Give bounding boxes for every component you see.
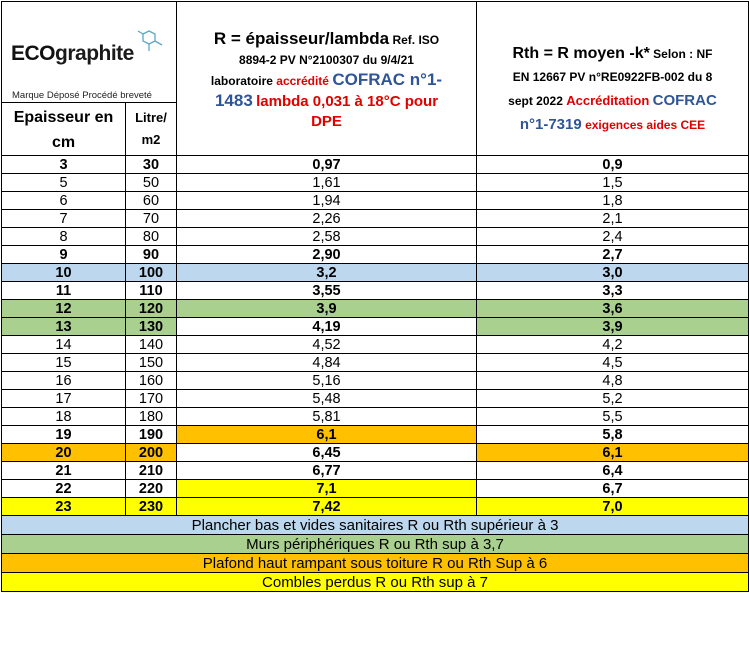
cell-ep: 11 — [2, 282, 126, 300]
cell-litre: 30 — [126, 156, 177, 174]
table-row — [2, 156, 749, 174]
cell-litre: 210 — [126, 462, 177, 480]
cell-r: 5,16 — [177, 372, 477, 390]
molecule-icon — [135, 30, 165, 54]
cell-rth: 3,9 — [477, 318, 749, 336]
legend-row — [2, 554, 749, 573]
cell-rth: 3,6 — [477, 300, 749, 318]
cell-rth: 2,1 — [477, 210, 749, 228]
cell-ep: 18 — [2, 408, 126, 426]
cell-litre: 60 — [126, 192, 177, 210]
logo-cell — [2, 2, 177, 103]
cell-rth: 5,8 — [477, 426, 749, 444]
cell-litre: 160 — [126, 372, 177, 390]
cell-litre: 220 — [126, 480, 177, 498]
cell-r: 6,45 — [177, 444, 477, 462]
ecographite-logo: ECOgraphite — [11, 42, 134, 65]
legend-row — [2, 535, 749, 554]
cell-ep: 5 — [2, 174, 126, 192]
table-row — [2, 444, 749, 462]
cell-ep: 6 — [2, 192, 126, 210]
cell-rth: 3,0 — [477, 264, 749, 282]
cell-r: 4,84 — [177, 354, 477, 372]
table-row — [2, 354, 749, 372]
cell-ep: 14 — [2, 336, 126, 354]
epaisseur-header: Epaisseur en cm — [2, 103, 126, 156]
table-row — [2, 462, 749, 480]
table-body — [2, 156, 749, 516]
legend-row — [2, 516, 749, 535]
cell-rth: 5,2 — [477, 390, 749, 408]
cell-rth: 6,4 — [477, 462, 749, 480]
cell-litre: 130 — [126, 318, 177, 336]
cell-litre: 150 — [126, 354, 177, 372]
cell-litre: 200 — [126, 444, 177, 462]
cell-rth: 2,7 — [477, 246, 749, 264]
cell-rth: 7,0 — [477, 498, 749, 516]
cell-litre: 50 — [126, 174, 177, 192]
cell-r: 3,2 — [177, 264, 477, 282]
table-row — [2, 300, 749, 318]
cell-litre: 180 — [126, 408, 177, 426]
table-row — [2, 498, 749, 516]
cell-rth: 0,9 — [477, 156, 749, 174]
cell-r: 6,1 — [177, 426, 477, 444]
table-row — [2, 246, 749, 264]
cell-ep: 16 — [2, 372, 126, 390]
rth-column-header: Rth = R moyen -k* Selon : NF EN 12667 PV n°RE0922FB-002 du 8 sept 2022 Accréditation COFRAC n°1-7319 exigences aides CEE — [477, 2, 749, 156]
cell-rth: 2,4 — [477, 228, 749, 246]
cell-litre: 80 — [126, 228, 177, 246]
cell-ep: 21 — [2, 462, 126, 480]
legend-item: Plafond haut rampant sous toiture R ou Rth Sup à 6 — [2, 554, 749, 573]
cell-r: 1,61 — [177, 174, 477, 192]
cell-rth: 5,5 — [477, 408, 749, 426]
cell-r: 4,52 — [177, 336, 477, 354]
cell-litre: 110 — [126, 282, 177, 300]
insulation-table — [1, 1, 749, 592]
cell-ep: 23 — [2, 498, 126, 516]
cell-r: 5,48 — [177, 390, 477, 408]
cell-r: 2,26 — [177, 210, 477, 228]
cell-litre: 140 — [126, 336, 177, 354]
cell-r: 7,42 — [177, 498, 477, 516]
cell-litre: 100 — [126, 264, 177, 282]
cell-litre: 230 — [126, 498, 177, 516]
legend-row — [2, 573, 749, 592]
table-row — [2, 174, 749, 192]
cell-r: 2,58 — [177, 228, 477, 246]
table-row — [2, 228, 749, 246]
cell-ep: 15 — [2, 354, 126, 372]
legend — [2, 516, 749, 592]
table-row — [2, 372, 749, 390]
cell-ep: 13 — [2, 318, 126, 336]
table-row — [2, 336, 749, 354]
table-row — [2, 192, 749, 210]
table-row — [2, 390, 749, 408]
table-row — [2, 480, 749, 498]
cell-rth: 4,8 — [477, 372, 749, 390]
logo-tagline: Marque Déposé Procédé breveté — [12, 90, 152, 101]
cell-litre: 170 — [126, 390, 177, 408]
legend-item: Murs périphériques R ou Rth sup à 3,7 — [2, 535, 749, 554]
cell-rth: 1,5 — [477, 174, 749, 192]
cell-rth: 1,8 — [477, 192, 749, 210]
table-row — [2, 264, 749, 282]
table-row — [2, 282, 749, 300]
cell-ep: 3 — [2, 156, 126, 174]
cell-r: 3,9 — [177, 300, 477, 318]
cell-litre: 120 — [126, 300, 177, 318]
litre-header: Litre/ m2 — [126, 103, 177, 156]
header-top-row — [2, 2, 749, 103]
table-row — [2, 426, 749, 444]
cell-r: 2,90 — [177, 246, 477, 264]
cell-ep: 17 — [2, 390, 126, 408]
cell-ep: 19 — [2, 426, 126, 444]
legend-item: Combles perdus R ou Rth sup à 7 — [2, 573, 749, 592]
cell-r: 7,1 — [177, 480, 477, 498]
cell-ep: 12 — [2, 300, 126, 318]
r-column-header: R = épaisseur/lambda Ref. ISO 8894-2 PV N°2100307 du 9/4/21 laboratoire accrédité COFRAC n°1- 1483 lambda 0,031 à 18°C pour DPE — [177, 2, 477, 156]
cell-ep: 8 — [2, 228, 126, 246]
cell-r: 1,94 — [177, 192, 477, 210]
cell-litre: 90 — [126, 246, 177, 264]
cell-ep: 22 — [2, 480, 126, 498]
cell-litre: 190 — [126, 426, 177, 444]
cell-rth: 4,2 — [477, 336, 749, 354]
cell-rth: 4,5 — [477, 354, 749, 372]
cell-litre: 70 — [126, 210, 177, 228]
cell-r: 0,97 — [177, 156, 477, 174]
table-row — [2, 318, 749, 336]
cell-r: 3,55 — [177, 282, 477, 300]
cell-ep: 7 — [2, 210, 126, 228]
cell-ep: 9 — [2, 246, 126, 264]
legend-item: Plancher bas et vides sanitaires R ou Rth supérieur à 3 — [2, 516, 749, 535]
cell-r: 4,19 — [177, 318, 477, 336]
cell-ep: 20 — [2, 444, 126, 462]
cell-r: 5,81 — [177, 408, 477, 426]
cell-rth: 6,1 — [477, 444, 749, 462]
cell-ep: 10 — [2, 264, 126, 282]
table-row — [2, 408, 749, 426]
cell-r: 6,77 — [177, 462, 477, 480]
table-row — [2, 210, 749, 228]
cell-rth: 3,3 — [477, 282, 749, 300]
cell-rth: 6,7 — [477, 480, 749, 498]
